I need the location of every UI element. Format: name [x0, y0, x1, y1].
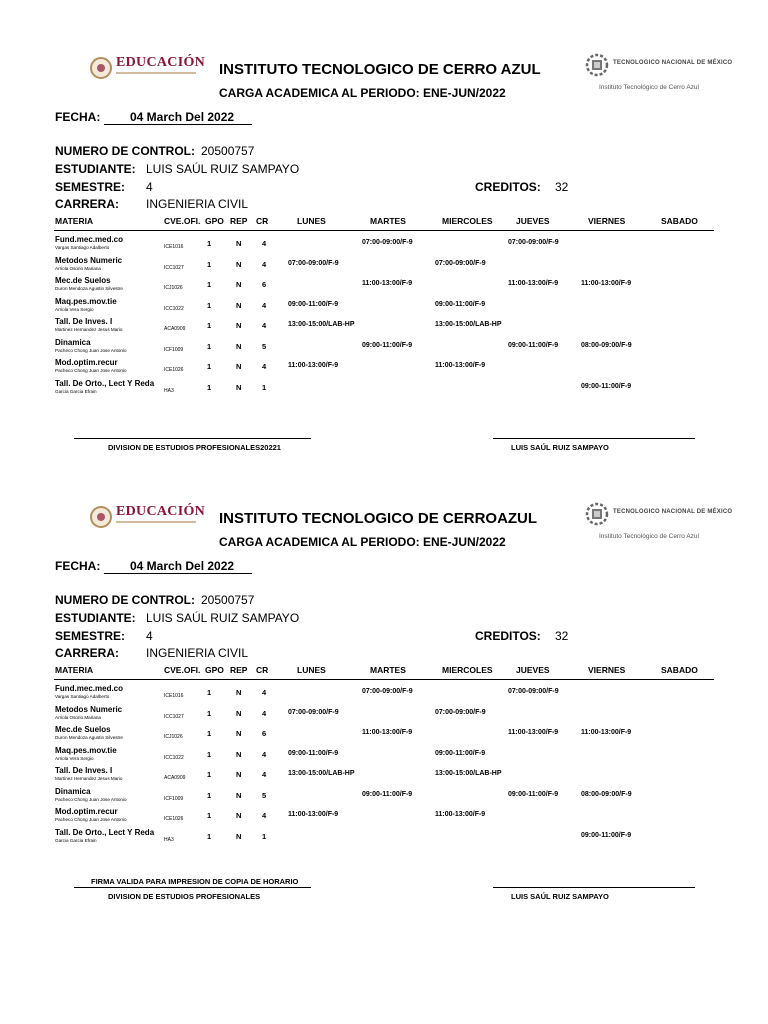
- th-lunes: LUNES: [297, 665, 326, 675]
- horario-martes: 09:00-11:00/F-9: [362, 790, 413, 798]
- grupo-value: 1: [207, 811, 212, 820]
- student-signature-line: [493, 438, 695, 439]
- numero-control-label: NUMERO DE CONTROL:: [55, 144, 195, 158]
- grupo-value: 1: [207, 239, 212, 248]
- student-signature-name: LUIS SAÚL RUIZ SAMPAYO: [511, 892, 609, 901]
- horario-martes: 09:00-11:00/F-9: [362, 341, 413, 349]
- horario-lunes: 09:00-11:00/F-9: [288, 300, 339, 308]
- materia-name: Dinamica: [55, 337, 91, 347]
- carrera-value: INGENIERIA CIVIL: [146, 646, 249, 660]
- horario-martes: 07:00-09:00/F-9: [362, 688, 413, 695]
- horario-lunes: 11:00-13:00/F-9: [288, 362, 339, 369]
- horario-viernes: 09:00-11:00/F-9: [581, 382, 632, 390]
- edu-logo-underline: [116, 521, 196, 523]
- repeticion-value: N: [236, 321, 242, 330]
- repeticion-value: N: [236, 382, 242, 392]
- profesor-name: Garcia Garcia Efrain: [55, 388, 97, 394]
- header-rule: [54, 679, 714, 680]
- materia-name: Mec.de Suelos: [55, 725, 111, 734]
- materia-name: Fund.mec.med.co: [55, 235, 124, 244]
- materia-name: Fund.mec.med.co: [55, 684, 124, 693]
- creditos-cell: 4: [262, 749, 267, 759]
- creditos-cell: 4: [262, 321, 267, 330]
- edu-logo: [90, 55, 206, 83]
- materia-name: Mod.optim.recur: [55, 358, 118, 367]
- clave-oficial: ICE1026: [164, 367, 184, 373]
- repeticion-value: N: [236, 259, 242, 269]
- horario-martes: 11:00-13:00/F-9: [362, 729, 413, 736]
- th-cve: CVE.OFI.: [164, 216, 201, 226]
- creditos-cell: 6: [262, 729, 267, 738]
- grupo-value: 1: [207, 382, 212, 392]
- materia-name: Mod.optim.recur: [55, 807, 118, 816]
- repeticion-value: N: [236, 790, 242, 800]
- estudiante-value: LUIS SAÚL RUIZ SAMPAYO: [146, 162, 300, 176]
- numero-control-label: NUMERO DE CONTROL:: [55, 593, 195, 607]
- creditos-value: 32: [555, 180, 569, 194]
- horario-jueves: 09:00-11:00/F-9: [508, 341, 559, 349]
- creditos-cell: 4: [262, 362, 267, 371]
- table-row: [0, 725, 768, 745]
- schedule-sheet-original: [0, 0, 768, 450]
- profesor-name: Garcia Garcia Efrain: [55, 837, 97, 843]
- horario-viernes: 09:00-11:00/F-9: [581, 831, 632, 839]
- student-signature-line: [493, 887, 695, 888]
- table-row: [0, 746, 768, 766]
- carrera-label: CARRERA:: [55, 646, 119, 660]
- table-row: [0, 787, 768, 807]
- fecha-value: 04 March Del 2022: [130, 559, 235, 573]
- grupo-value: 1: [207, 321, 212, 330]
- profesor-name: Arriola Vera Sergio: [55, 755, 94, 761]
- division-signature-line: [74, 887, 311, 888]
- th-viernes: VIERNES: [588, 216, 626, 226]
- clave-oficial: ICE1016: [164, 244, 184, 250]
- profesor-name: Vargas Santiago Adalberto: [55, 245, 110, 250]
- horario-jueves: 11:00-13:00/F-9: [508, 729, 559, 736]
- horario-jueves: 07:00-09:00/F-9: [508, 239, 559, 246]
- clave-oficial: ACA0909: [164, 775, 186, 781]
- repeticion-value: N: [236, 831, 242, 841]
- schedule-sheet-copy: [0, 449, 768, 899]
- repeticion-value: N: [236, 749, 242, 759]
- th-materia: MATERIA: [55, 216, 94, 226]
- horario-jueves: 09:00-11:00/F-9: [508, 790, 559, 798]
- horario-jueves: 07:00-09:00/F-9: [508, 688, 559, 695]
- tnm-name: TECNOLOGICO NACIONAL DE MÉXICO: [613, 509, 733, 515]
- th-cr: CR: [256, 665, 269, 675]
- fecha-label: FECHA:: [55, 559, 101, 573]
- th-gpo: GPO: [205, 216, 224, 226]
- estudiante-value: LUIS SAÚL RUIZ SAMPAYO: [146, 611, 300, 625]
- clave-oficial: ACA0909: [164, 326, 186, 332]
- creditos-cell: 5: [262, 341, 267, 351]
- edu-logo: [90, 504, 206, 532]
- estudiante-label: ESTUDIANTE:: [55, 162, 136, 176]
- tnm-name: TECNOLOGICO NACIONAL DE MÉXICO: [613, 60, 733, 66]
- horario-viernes: 08:00-09:00/F-9: [581, 790, 632, 798]
- student-signature-name: LUIS SAÚL RUIZ SAMPAYO: [511, 443, 609, 452]
- semestre-label: SEMESTRE:: [55, 180, 126, 194]
- horario-lunes: 07:00-09:00/F-9: [288, 259, 339, 267]
- table-row: [0, 766, 768, 786]
- th-cve: CVE.OFI.: [164, 665, 201, 675]
- repeticion-value: N: [236, 708, 242, 718]
- horario-miercoles: 13:00-15:00/LAB-HP: [435, 321, 502, 328]
- horario-miercoles: 07:00-09:00/F-9: [435, 708, 486, 716]
- carrera-value: INGENIERIA CIVIL: [146, 197, 249, 211]
- repeticion-value: N: [236, 341, 242, 351]
- horario-lunes: 13:00-15:00/LAB-HP: [288, 321, 355, 328]
- fecha-underline: [104, 573, 252, 574]
- creditos-cell: 4: [262, 688, 267, 697]
- repeticion-value: N: [236, 729, 242, 738]
- horario-lunes: 09:00-11:00/F-9: [288, 749, 339, 757]
- firma-note: FIRMA VALIDA PARA IMPRESION DE COPIA DE HORARIO: [91, 877, 299, 886]
- horario-viernes: 11:00-13:00/F-9: [581, 729, 632, 736]
- clave-oficial: ICE1026: [164, 816, 184, 822]
- horario-viernes: 11:00-13:00/F-9: [581, 280, 632, 287]
- grupo-value: 1: [207, 749, 212, 759]
- repeticion-value: N: [236, 811, 242, 820]
- grupo-value: 1: [207, 259, 212, 269]
- th-martes: MARTES: [370, 216, 406, 226]
- grupo-value: 1: [207, 770, 212, 779]
- tnm-gear-icon: [585, 52, 609, 78]
- creditos-cell: 4: [262, 811, 267, 820]
- th-gpo: GPO: [205, 665, 224, 675]
- horario-martes: 07:00-09:00/F-9: [362, 239, 413, 246]
- horario-lunes: 11:00-13:00/F-9: [288, 811, 339, 818]
- table-row: [0, 705, 768, 725]
- materia-name: Maq.pes.mov.tie: [55, 745, 117, 755]
- profesor-name: Martinez Hernandez Jesus Mario: [55, 327, 123, 332]
- profesor-name: Pacheco Chong Juan Jose Antonio: [55, 368, 127, 373]
- horario-viernes: 08:00-09:00/F-9: [581, 341, 632, 349]
- table-row: [0, 276, 768, 296]
- grupo-value: 1: [207, 831, 212, 841]
- table-row: [0, 828, 768, 848]
- horario-miercoles: 07:00-09:00/F-9: [435, 259, 486, 267]
- clave-oficial: ICC1027: [164, 264, 184, 271]
- clave-oficial: ICF1009: [164, 346, 184, 353]
- institute-title: INSTITUTO TECNOLOGICO DE CERRO AZUL: [219, 61, 541, 78]
- grupo-value: 1: [207, 300, 212, 310]
- horario-jueves: 11:00-13:00/F-9: [508, 280, 559, 287]
- horario-miercoles: 11:00-13:00/F-9: [435, 811, 486, 818]
- edu-logo-text: EDUCACIÓN: [116, 504, 206, 519]
- materia-name: Maq.pes.mov.tie: [55, 296, 117, 306]
- division-label: DIVISION DE ESTUDIOS PROFESIONALES: [108, 892, 261, 901]
- materia-name: Tall. De Inves. I: [55, 317, 113, 326]
- profesor-name: Martinez Hernandez Jesus Mario: [55, 776, 123, 781]
- fecha-label: FECHA:: [55, 110, 101, 124]
- grupo-value: 1: [207, 708, 212, 718]
- table-row: [0, 379, 768, 399]
- clave-oficial: ICJ1026: [164, 285, 183, 291]
- th-jueves: JUEVES: [516, 665, 550, 675]
- repeticion-value: N: [236, 770, 242, 779]
- numero-control-value: 20500757: [201, 144, 255, 158]
- horario-miercoles: 09:00-11:00/F-9: [435, 749, 486, 757]
- creditos-label: CREDITOS:: [475, 629, 541, 643]
- institute-title: INSTITUTO TECNOLOGICO DE CERROAZUL: [219, 510, 538, 527]
- creditos-cell: 4: [262, 239, 267, 248]
- semestre-value: 4: [146, 629, 153, 643]
- tnm-institution: Instituto Tecnológico de Cerro Azul: [599, 533, 699, 540]
- horario-martes: 11:00-13:00/F-9: [362, 280, 413, 287]
- table-row: [0, 338, 768, 358]
- table-row: [0, 297, 768, 317]
- creditos-cell: 5: [262, 790, 267, 800]
- clave-oficial: ICE1016: [164, 693, 184, 699]
- profesor-name: Vargas Santiago Adalberto: [55, 694, 110, 699]
- header-rule: [54, 230, 714, 231]
- table-row: [0, 235, 768, 255]
- clave-oficial: HA3: [164, 836, 174, 843]
- profesor-name: Duron Mendoza Agustin Silvestre: [55, 735, 123, 740]
- grupo-value: 1: [207, 729, 212, 738]
- creditos-cell: 4: [262, 770, 267, 779]
- repeticion-value: N: [236, 688, 242, 697]
- clave-oficial: ICJ1026: [164, 734, 183, 740]
- horario-lunes: 13:00-15:00/LAB-HP: [288, 770, 355, 777]
- numero-control-value: 20500757: [201, 593, 255, 607]
- sep-emblem-icon: [90, 57, 112, 79]
- horario-miercoles: 09:00-11:00/F-9: [435, 300, 486, 308]
- horario-miercoles: 11:00-13:00/F-9: [435, 362, 486, 369]
- grupo-value: 1: [207, 362, 212, 371]
- edu-logo-text: EDUCACIÓN: [116, 55, 206, 70]
- tnm-logo: [585, 52, 735, 94]
- th-miercoles: MIERCOLES: [442, 665, 493, 675]
- clave-oficial: HA3: [164, 387, 174, 394]
- carrera-label: CARRERA:: [55, 197, 119, 211]
- semestre-value: 4: [146, 180, 153, 194]
- table-row: [0, 684, 768, 704]
- clave-oficial: ICC1022: [164, 305, 184, 312]
- profesor-name: Pacheco Chong Juan Jose Antonio: [55, 817, 127, 822]
- grupo-value: 1: [207, 280, 212, 289]
- th-jueves: JUEVES: [516, 216, 550, 226]
- materia-name: Tall. De Orto., Lect Y Reda: [55, 378, 155, 388]
- profesor-name: Arriola Osorio Mariana: [55, 265, 101, 271]
- creditos-label: CREDITOS:: [475, 180, 541, 194]
- creditos-value: 32: [555, 629, 569, 643]
- materia-name: Mec.de Suelos: [55, 276, 111, 285]
- creditos-cell: 4: [262, 259, 267, 269]
- table-row: [0, 256, 768, 276]
- division-signature-line: [74, 438, 311, 439]
- horario-lunes: 07:00-09:00/F-9: [288, 708, 339, 716]
- tnm-logo: [585, 501, 735, 543]
- materia-name: Tall. De Orto., Lect Y Reda: [55, 827, 155, 837]
- profesor-name: Pacheco Chong Juan Jose Antonio: [55, 796, 127, 802]
- creditos-cell: 4: [262, 708, 267, 718]
- grupo-value: 1: [207, 790, 212, 800]
- repeticion-value: N: [236, 362, 242, 371]
- horario-miercoles: 13:00-15:00/LAB-HP: [435, 770, 502, 777]
- profesor-name: Pacheco Chong Juan Jose Antonio: [55, 347, 127, 353]
- th-lunes: LUNES: [297, 216, 326, 226]
- th-cr: CR: [256, 216, 269, 226]
- period-subtitle: CARGA ACADEMICA AL PERIODO: ENE-JUN/2022: [219, 535, 506, 549]
- edu-logo-underline: [116, 72, 196, 74]
- clave-oficial: ICC1022: [164, 754, 184, 761]
- repeticion-value: N: [236, 280, 242, 289]
- th-rep: REP: [230, 665, 248, 675]
- th-miercoles: MIERCOLES: [442, 216, 493, 226]
- sep-emblem-icon: [90, 506, 112, 528]
- division-label: DIVISION DE ESTUDIOS PROFESIONALES20221: [108, 443, 281, 452]
- materia-name: Metodos Numeric: [55, 704, 123, 714]
- table-row: [0, 317, 768, 337]
- creditos-cell: 6: [262, 280, 267, 289]
- materia-name: Metodos Numeric: [55, 255, 123, 265]
- tnm-gear-icon: [585, 501, 609, 527]
- materia-name: Dinamica: [55, 786, 91, 796]
- estudiante-label: ESTUDIANTE:: [55, 611, 136, 625]
- tnm-institution: Instituto Tecnológico de Cerro Azul: [599, 84, 699, 91]
- clave-oficial: ICC1027: [164, 713, 184, 720]
- fecha-underline: [104, 124, 252, 125]
- creditos-cell: 4: [262, 300, 267, 310]
- profesor-name: Arriola Osorio Mariana: [55, 714, 101, 720]
- table-row: [0, 807, 768, 827]
- th-rep: REP: [230, 216, 248, 226]
- th-sabado: SABADO: [661, 665, 698, 675]
- creditos-cell: 1: [262, 831, 267, 841]
- period-subtitle: CARGA ACADEMICA AL PERIODO: ENE-JUN/2022: [219, 86, 506, 100]
- th-materia: MATERIA: [55, 665, 94, 675]
- semestre-label: SEMESTRE:: [55, 629, 126, 643]
- grupo-value: 1: [207, 341, 212, 351]
- table-row: [0, 358, 768, 378]
- th-viernes: VIERNES: [588, 665, 626, 675]
- repeticion-value: N: [236, 300, 242, 310]
- profesor-name: Arriola Vera Sergio: [55, 306, 94, 312]
- th-martes: MARTES: [370, 665, 406, 675]
- clave-oficial: ICF1009: [164, 795, 184, 802]
- th-sabado: SABADO: [661, 216, 698, 226]
- repeticion-value: N: [236, 239, 242, 248]
- profesor-name: Duron Mendoza Agustin Silvestre: [55, 286, 123, 291]
- creditos-cell: 1: [262, 382, 267, 392]
- fecha-value: 04 March Del 2022: [130, 110, 235, 124]
- materia-name: Tall. De Inves. I: [55, 766, 113, 775]
- grupo-value: 1: [207, 688, 212, 697]
